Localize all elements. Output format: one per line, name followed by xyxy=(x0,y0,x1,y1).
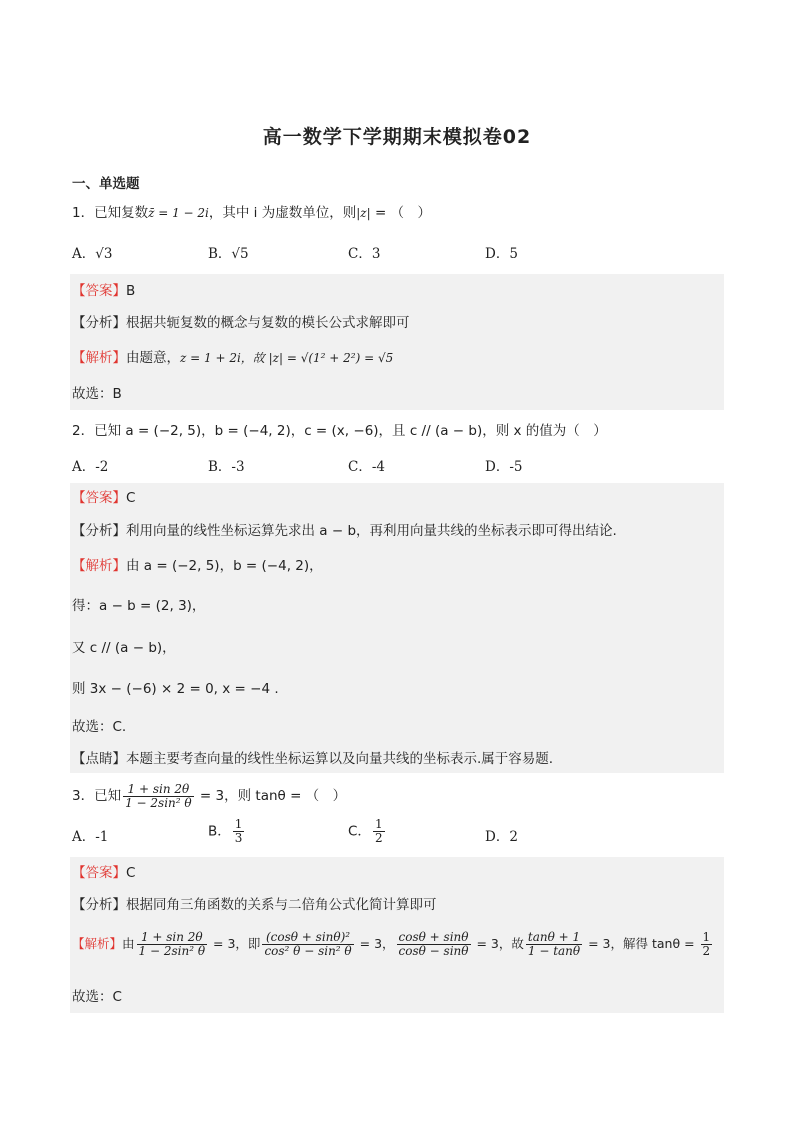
q2-solution-1: 由 a = (−2, 5)，b = (−4, 2)， xyxy=(126,558,323,574)
q3-f1-num: 1 + sin 2θ xyxy=(137,931,208,945)
q3-option-d: D．2 xyxy=(485,829,518,845)
q2-solution-3: 又 c // (a − b)， xyxy=(72,640,176,656)
q3-analysis xyxy=(72,895,437,915)
q3-option-b-den: 3 xyxy=(234,831,243,845)
q1-prefix: 1．已知复数 xyxy=(72,205,149,221)
q3-frac-den: 1 − 2sin² θ xyxy=(125,796,192,810)
q2-stem-text: 2．已知 a = (−2, 5)，b = (−4, 2)，c = (x, −6)，且 c // (a − b)，则 x 的值为（ ） xyxy=(72,423,607,439)
question-1-stem xyxy=(72,203,431,223)
q2-choose-text: 故选：C. xyxy=(72,719,127,735)
q3-sol-fraction-4 xyxy=(526,931,582,958)
analysis-label: 【分析】 xyxy=(72,897,126,913)
q1-expression: z̄ = 1 − 2i xyxy=(148,206,209,220)
q2-comment xyxy=(72,749,553,769)
q2-option-d: D．-5 xyxy=(485,459,523,475)
q1-answer-value: B xyxy=(126,283,136,299)
q1-option-d: D．5 xyxy=(485,246,518,262)
q2-solution-line-3 xyxy=(72,638,176,658)
q3-analysis-text: 根据同角三角函数的关系与二倍角公式化简计算即可 xyxy=(126,897,437,913)
q3-suffix: = 3，则 tanθ = （ ） xyxy=(195,788,347,804)
q3-f5-den: 2 xyxy=(702,944,711,958)
q3-fraction xyxy=(123,783,194,810)
answer-label: 【答案】 xyxy=(72,865,126,881)
q2-choose xyxy=(72,717,126,737)
q3-choose-text: 故选：C xyxy=(72,989,122,1005)
q3-f4-den: 1 − tanθ xyxy=(527,944,581,958)
q1-choose xyxy=(72,384,122,404)
analysis-label: 【分析】 xyxy=(72,315,126,331)
q3-option-c-den: 2 xyxy=(374,831,383,845)
q3-t3: = 3，故 xyxy=(472,936,524,951)
solution-label: 【解析】 xyxy=(72,350,126,366)
q3-f2-den: cos² θ − sin² θ xyxy=(264,944,352,958)
q2-solution-4: 则 3x − (−6) × 2 = 0, x = −4 . xyxy=(72,681,279,697)
q2-answer-value: C xyxy=(126,490,136,506)
q3-answer-value: C xyxy=(126,865,136,881)
q2-analysis xyxy=(72,521,617,541)
q3-choose xyxy=(72,987,122,1007)
q3-sol-prefix: 由 xyxy=(122,936,135,951)
q1-option-a: A．√3 xyxy=(72,246,113,262)
q3-sol-fraction-1 xyxy=(137,931,208,958)
q3-t2: = 3， xyxy=(355,936,395,951)
q1-answer xyxy=(72,281,135,301)
q1-abs: |z| xyxy=(356,206,371,220)
q1-mid: ，其中 i 为虚数单位，则 xyxy=(208,205,357,221)
q3-sol-fraction-5 xyxy=(701,931,713,958)
q3-option-b-label: B． xyxy=(208,823,231,840)
q2-comment-text: 本题主要考查向量的线性坐标运算以及向量共线的坐标表示.属于容易题. xyxy=(126,751,554,767)
q3-f1-den: 1 − 2sin² θ xyxy=(138,944,206,958)
q2-solution-line-1 xyxy=(72,556,323,576)
q3-option-c-fraction xyxy=(373,818,385,845)
q2-option-c: C．-4 xyxy=(348,459,385,475)
q3-f4-num: tanθ + 1 xyxy=(527,930,581,944)
q1-choose-text: 故选：B xyxy=(72,386,122,402)
q1-analysis xyxy=(72,313,410,333)
q2-option-a: A．-2 xyxy=(72,459,109,475)
q1-solution xyxy=(72,348,393,368)
solution-label: 【解析】 xyxy=(72,936,123,951)
q3-f3-num: cosθ + sinθ xyxy=(398,930,469,944)
solution-label: 【解析】 xyxy=(72,558,126,574)
q3-f3-den: cosθ − sinθ xyxy=(398,944,469,958)
q3-option-b-num: 1 xyxy=(234,817,243,831)
analysis-label: 【分析】 xyxy=(72,523,126,539)
comment-label: 【点睛】 xyxy=(72,751,126,767)
q3-answer xyxy=(72,863,135,883)
q3-sol-fraction-2 xyxy=(262,931,353,958)
q2-solution-line-4 xyxy=(72,679,279,699)
q3-frac-num: 1 + sin 2θ xyxy=(123,783,194,797)
q3-t4: = 3，解得 tanθ = xyxy=(584,936,699,951)
q2-solution-line-2 xyxy=(72,596,205,616)
q1-analysis-text: 根据共轭复数的概念与复数的模长公式求解即可 xyxy=(126,315,410,331)
q1-option-b: B．√5 xyxy=(208,246,249,262)
q3-f2-num: (cosθ + sinθ)² xyxy=(262,931,353,945)
q3-option-c xyxy=(348,818,387,845)
q3-option-b xyxy=(208,818,246,845)
q3-sol-fraction-3 xyxy=(397,931,471,958)
q3-option-a: A．-1 xyxy=(72,829,109,845)
q3-solution xyxy=(72,931,714,958)
answer-label: 【答案】 xyxy=(72,490,126,506)
q1-solution-math: z = 1 + 2i，故 |z| = √(1² + 2²) = √5 xyxy=(180,351,394,365)
q3-option-b-fraction xyxy=(233,818,245,845)
question-3-stem xyxy=(72,783,346,810)
q3-option-c-num: 1 xyxy=(374,817,383,831)
page-title: 高一数学下学期期末模拟卷02 xyxy=(262,126,532,148)
question-2-stem xyxy=(72,421,607,441)
q3-t1: = 3，即 xyxy=(209,936,261,951)
q2-option-b: B．-3 xyxy=(208,459,245,475)
q2-answer xyxy=(72,488,135,508)
q1-suffix: = （ ） xyxy=(370,205,432,221)
q3-f5-num: 1 xyxy=(702,930,711,944)
q3-prefix: 3．已知 xyxy=(72,788,122,804)
q2-analysis-text: 利用向量的线性坐标运算先求出 a − b，再利用向量共线的坐标表示即可得出结论. xyxy=(126,523,617,539)
answer-label: 【答案】 xyxy=(72,283,126,299)
section-title: 一、单选题 xyxy=(72,176,140,192)
q1-solution-text: 由题意， xyxy=(126,350,180,366)
q1-option-c: C．3 xyxy=(348,246,381,262)
q2-solution-2: 得：a − b = (2, 3)， xyxy=(72,598,206,614)
q3-option-c-label: C． xyxy=(348,823,371,840)
q1-solution-box xyxy=(70,274,724,410)
